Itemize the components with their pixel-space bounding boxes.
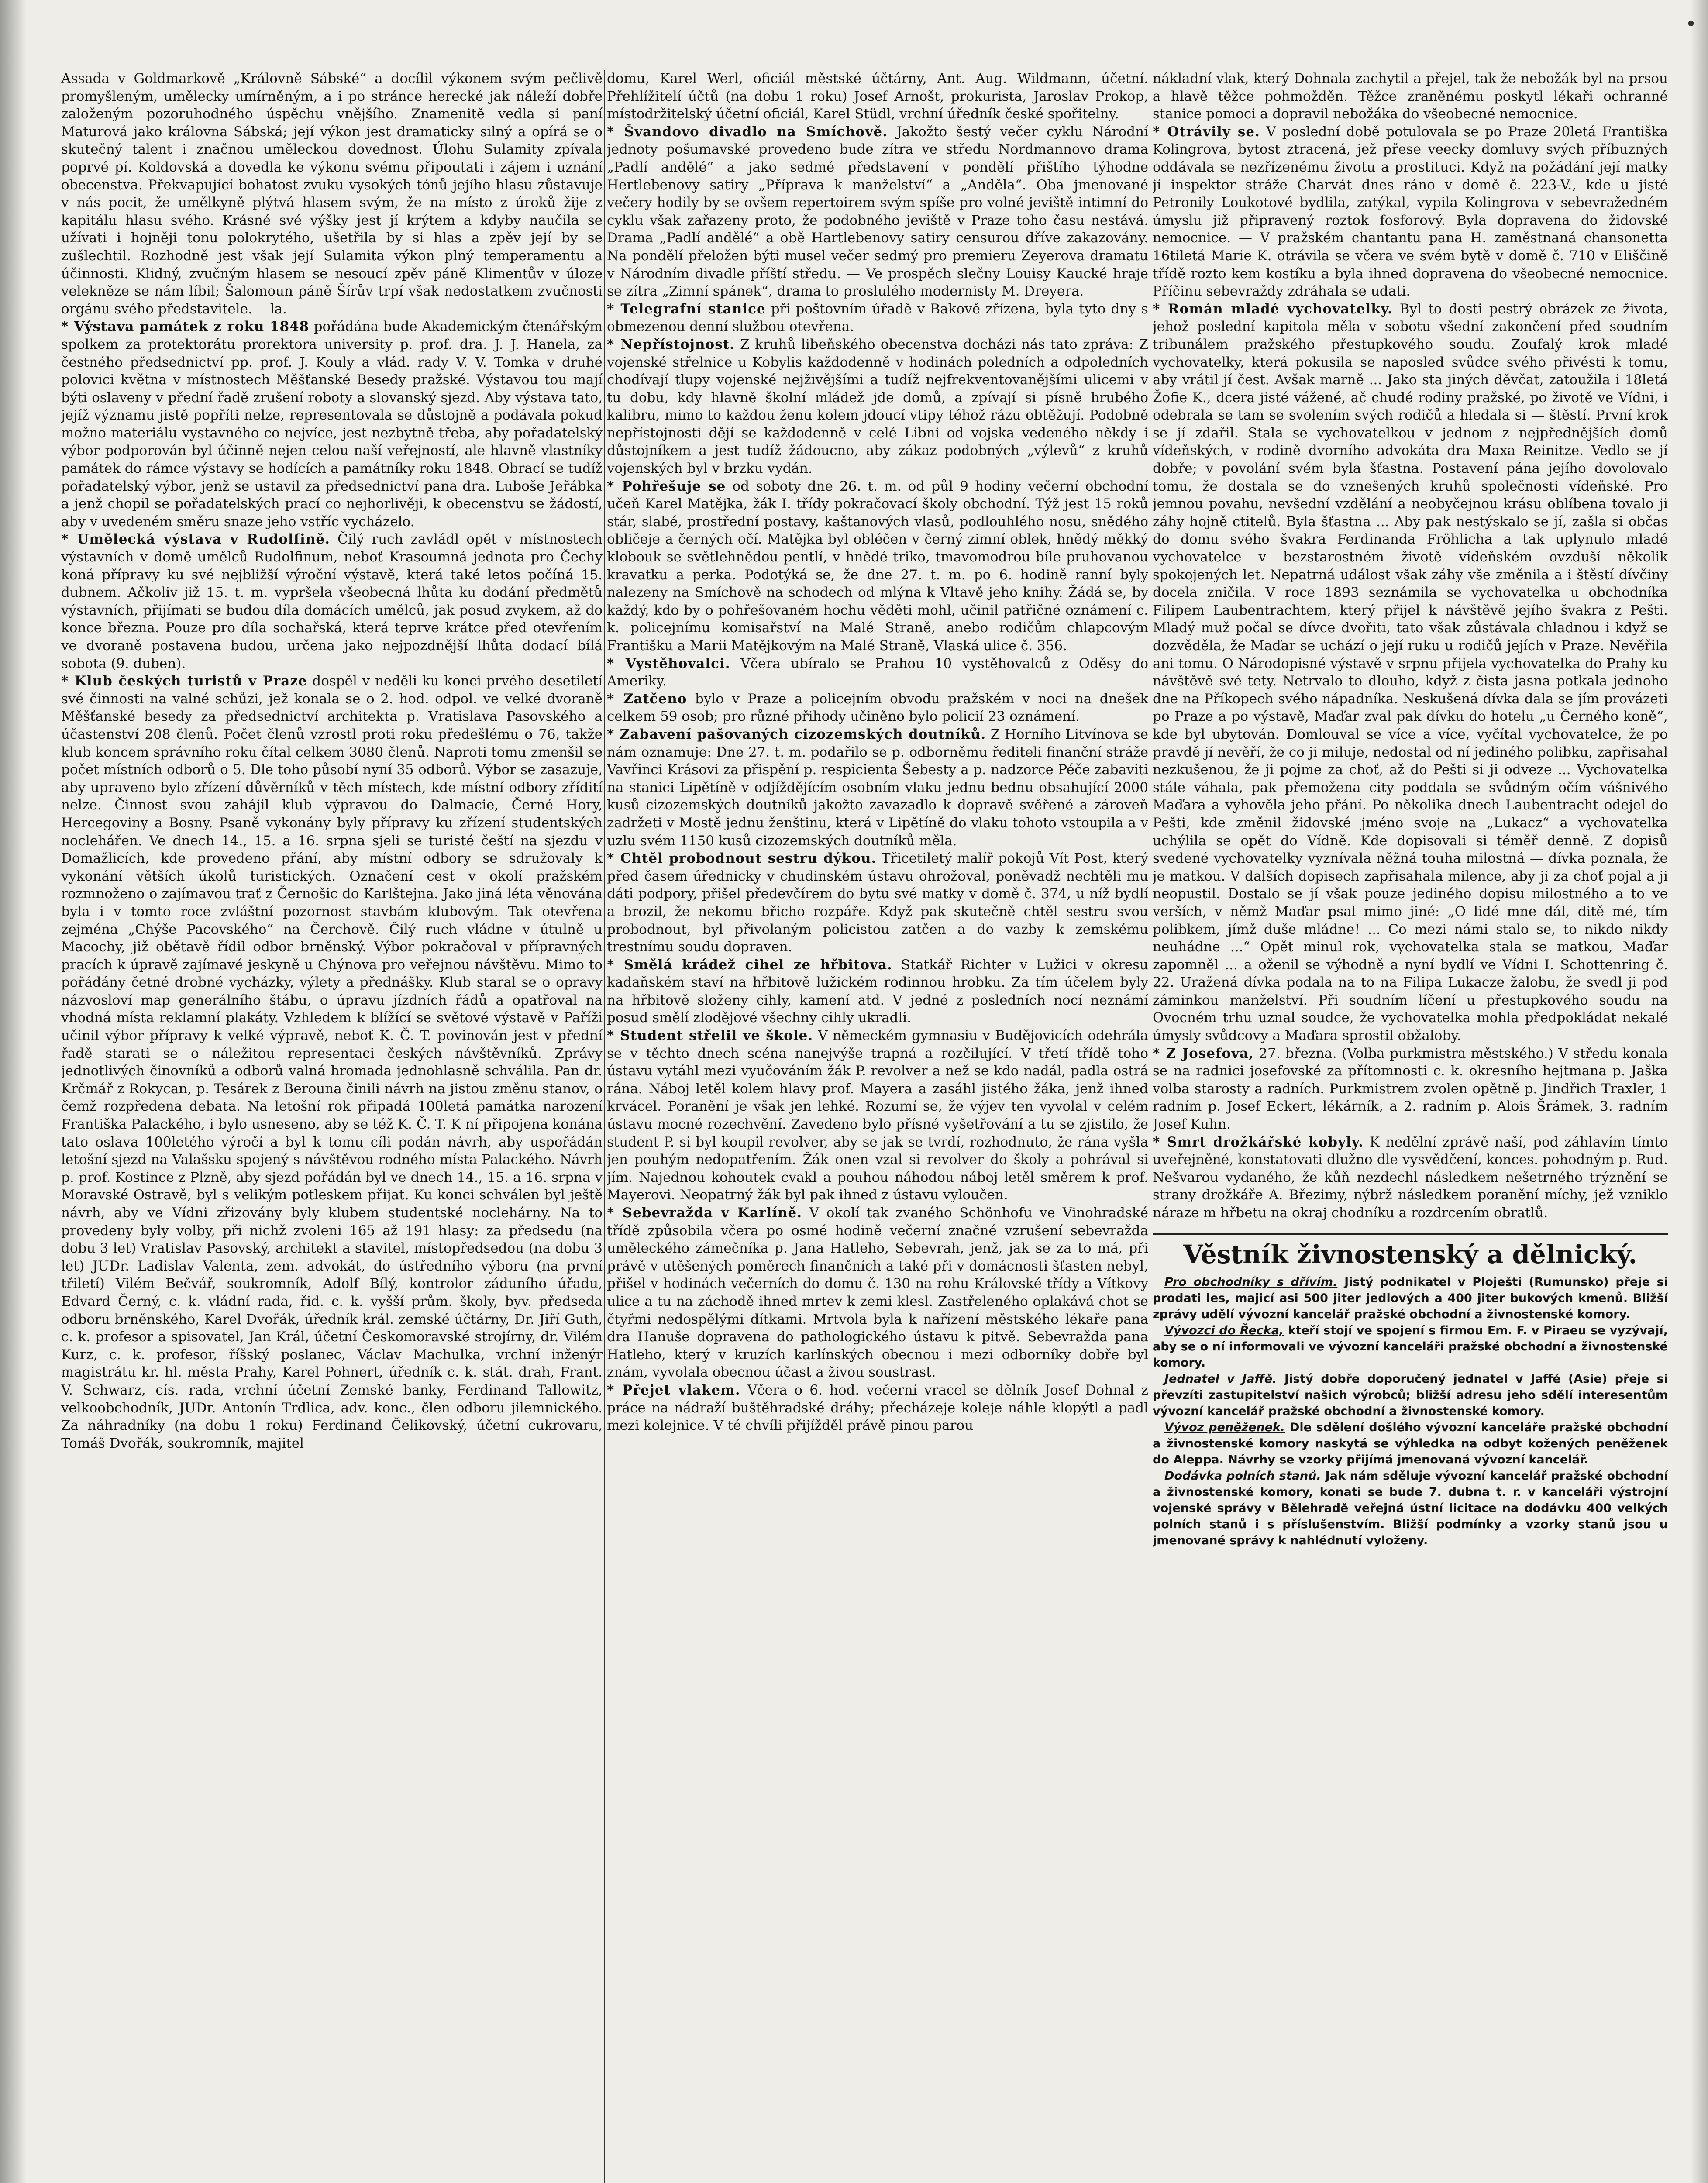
article-headline: * Výstava památek z roku 1848	[61, 319, 310, 335]
article	[607, 690, 1148, 726]
article-headline: * Přejet vlakem.	[607, 1382, 740, 1398]
article	[607, 70, 1148, 123]
article-headline: * Umělecká výstava v Rudolfině.	[61, 531, 330, 547]
article	[607, 1381, 1148, 1435]
article	[607, 850, 1148, 956]
article-headline: * Vystěhovalci.	[607, 655, 730, 671]
notice-text: Jistý dobře doporučený jednatel v Jaffé (Asie) přeje si převzíti zastupitelství našich výrobců; bližší adresu jeho sdělí interesentům vývozní kancelář pražské obchodní a živnostenské komory.	[1153, 1372, 1668, 1418]
article-headline: * Telegrafní stanice	[607, 301, 766, 317]
article-text: Jakožto šestý večer cyklu Národní jednoty pošumavské provedeno bude zítra ve středu Nordmannovo drama „Padlí andělé“ a jako sedmé představení v pondělí přištího týhodne Hertlebenovy satiry „Příprava k manželství“ a „Anděla“. Oba jmenované večery hodily by se ovšem repertoirem svým spíše pro volné jeviště intimní do cyklu však zařazeny proto, že podobného jeviště v Praze toho času nestává. Drama „Padlí andělé“ a obě Hartlebenovy satiry censurou dříve zakazovány. Na pondělí přeložen býti musel večer sedmý pro premieru Zeyerova dramatu v Národním divadle příští středu. — Ve prospěch slečny Louisy Kaucké hraje se zítra „Zimní spánek“, drama to proslulého modernisty M. Dreyera.	[607, 124, 1148, 300]
notice-text: Jak nám sděluje vývozní kancelář pražské obchodní a živnostenské komory, konati se bude 7. dubna t. r. v kanceláři výstrojní vojenské správy v Bělehradě veřejná ústní licitace na dodávku 400 velkých polních stanů i s příslušenstvím. Bližší podmínky a vzorky stanů jsou u jmenované správy k nahlédnutí vyloženy.	[1153, 1469, 1668, 1547]
column-3-articles	[1153, 70, 1668, 1222]
article-text: Třicetiletý malíř pokojů Vít Post, který před časem úřednicky v chudinském ústavu ohrožoval, poněvadž nechtěli mu dáti podpory, přišel předevčírem do bytu své matky v domě č. 374, u níž bydlí a brozil, že nekomu břicho rozpáře. Když pak skutečně chtěl sestru svou probodnout, byl přivolaným policistou zatčen a do vazby k zemskému trestnímu soudu dopraven.	[607, 850, 1148, 955]
article	[61, 318, 603, 530]
article	[61, 672, 603, 1452]
article-text: při poštovním úřadě v Bakově zřízena, byla tyto dny s obmezenou denní službou otevřena.	[607, 301, 1148, 335]
article-text: V poslední době potulovala se po Praze 20letá Františka Kolingrova, bytost ztracená, jež přese veecky domluvy svých příbuzných oddávala se nezřízenému životu a prostituci. Když na požádání její matky jí inspektor stráže Charvát dnes ráno v domě č. 223-V., kde u jisté Petronily Loukotové bydlila, zatýkal, vypila Kolingrova v sebevražedném úmyslu již připravený roztok fosforový. Byla dopravena do židovské nemocnice. — V pražském chantantu pana H. zaměstnaná chansonetta 16tiletá Marie K. otrávila se včera ve svém bytě v domě č. 710 v Eliščině třídě rozto kem kostíku a byla ihned dopravena do všeobecné nemocnice. Příčinu sebevraždy zdráhala se udati.	[1153, 124, 1668, 300]
notice-text: Jistý podnikatel v Ploješti (Rumunsko) přeje si prodati les, majicí asi 500 jiter jedlových a 400 jiter bukových kmenů. Bližší zprávy udělí vývozní kancelář pražské obchodní a živnostenské komory.	[1153, 1275, 1668, 1321]
article-headline: * Sebevražda v Karlíně.	[607, 1205, 802, 1221]
article	[607, 1204, 1148, 1381]
article	[607, 478, 1148, 655]
trade-notice	[1153, 1371, 1668, 1419]
article-headline: * Zabavení pašovaných cizozemských doutníků.	[607, 726, 986, 742]
page-mark: •	[1685, 13, 1697, 35]
article-text: 27. března. (Volba purkmistra městského.) V středu konala se na radnici josefovské za přítomnosti c. k. okresního hejtmana p. Jaška volba starosty a radních. Purkmistrem zvolen opětně p. Jindřich Traxler, 1 radním p. Josef Eckert, lékárník, a 2. radním p. Alois Šrámek, 3. radním Josef Kuhn.	[1153, 1045, 1668, 1133]
article	[607, 336, 1148, 478]
notice-headline: Jednatel v Jaffě.	[1164, 1372, 1277, 1386]
article-text: Čilý ruch zavládl opět v místnostech výstavních v domě umělců Rudolfinum, neboť Krasoumná jednota pro Čechy koná přípravy ku své nejbližší výroční výstavě, která také letos počíná 15. dubnem. Ačkoliv již 15. t. m. vypršela všeobecná lhůta ku dodání předmětů výstavních, přijímati se budou díla domácích umělců, jak posud zvykem, až do konce března. Pouze pro díla sochařská, která teprve krátce před otevřením ve dvoraně postavena budou, určena jako nejpozdnější lhůta dodací bílá sobota (9. duben).	[61, 531, 603, 671]
article	[1153, 70, 1668, 123]
article-text: Byl to dosti pestrý obrázek ze života, jehož poslední kapitola měla v sobotu všední zakončení před soudním tribunálem pražského přestupkového soudu. Zoufalý krok mladé vychovatelky, která pokusila se naposled svůdce svého přivésti k tomu, aby vrátil jí čest. Avšak marně ... Jako sta jiných děvčat, zatoužila i 18letá Žofie K., dcera jisté vážené, ač chudé rodiny pražské, po životě ve Vídni, i odebrala se tam se svolením svých rodičů a hledala si — štěstí. První krok se jí zdařil. Stala se vychovatelkou v jednom z nejpřednějších domů vídeňských, v rodině dvorního advokáta dra Maxa Reinitze. Vedlo se jí dobře; v povolání svém byla šťastna. Postavení pána jejího dovolovalo tomu, že dostala se do vznešených kruhů společnosti vídeňské. Pro jemnou povahu, nevšední vzdělání a neobyčejnou krásu oblíbena tovalo ji záhy hojně ctitelů. Byla šťastna ... Aby pak nestýskalo se jí, zašla si občas do domu svého švakra Ferdinanda Fröhlicha a tak uplynulo mladé vychovatelce v bezstarostném životě vídeňském ovzduší několik spokojených let. Nepatrná událost však záhy vše změnila a i štěstí dívčiny docela zničila. V roce 1893 seznámila se vychovatelka u obchodníka Filipem Laubentrachtem, který přijel k návštěvě jejího švakra z Pešti. Mladý muž počal se dívce dvořiti, tato však zůstávala chladnou i když se dozvěděla, že Maďar se uchází o její ruku u rodičů jejích v Praze. Nevěřila ani tomu. O Národopisné výstavě v srpnu přijela vychovatelka do Prahy ku návštěvě své tety. Netrvalo to dlouho, když z čista jasna potkala jednoho dne na Příkopech svého nápadníka. Neskušená dívka dala se jím provázeti po Praze a po výstavě, Maďar zval pak dívku do hotelu „u Černého koně“, kde byl ubytován. Domlouval se více a více, vyčítal vychovatelce, že po pravdě jí nevěří, že co ji miluje, nedostal od ní jediného polibku, zapřisahal nezkušenou, že ji pojme za choť, až do Pešti si ji odveze ... Vychovatelka stále váhala, pak přemožena city poddala se svůdným očím vášnivého Maďara a vyhověla jeho přání. Po několika dnech Laubentracht odejel do Pešti, kde změnil židovské jméno svoje na „Lukacz“ a vychovatelka uchýlila se opět do Vídně. Kde dopisovali si téměř denně. Z dopisů svedené vychovatelky vyznívala něžná touha milostná — dívka poznala, že je matkou. V dalších dopisech zapřisahala milence, aby ji za choť pojal a ji neopustil. Dostalo se jí však pouze jediného dopisu milostného a to ve verších, v němž Maďar psal mimo jiné: „O lidé mne dál, ditě mé, tím polibkem, jímž duše mládne! ... Co mezi námi stalo se, to nikdo nikdy neuhádne ...“ Opět minul rok, vychovatelka stala se matkou, Maďar zapomněl ... a oženil se výhodně a nyní bydlí ve Vídni I. Schottenring č. 22. Uražená dívka podala na to na Filipa Lukacze žalobu, že svedl ji pod záminkou manželství. Při soudním líčení u přestupkového soudu na Ovocném trhu uznal soudce, že vychovatelka mohla předpokládat nekalé úmysly svůdcovy a Maďara sprostil obžaloby.	[1153, 301, 1668, 1044]
notice-headline: Vývoz peněženek.	[1164, 1420, 1285, 1434]
article-headline: * Smrt drožkářské kobyly.	[1153, 1134, 1364, 1150]
article-headline: * Nepřístojnost.	[607, 336, 735, 352]
article-text: dospěl v neděli ku konci prvého desetiletí své činnosti na valné schůzi, jež konala se o 2. hod. odpol. ve velké dvoraně Měšťanské besedy za předsednictví architekta p. Vratislava Pasovského a účastenství 208 členů. Počet členů vzrostl proti roku předešlému o 76, takže klub koncem správního roku čítal celkem 3080 členů. Naproti tomu zmenšil se počet místních odborů o 5. Dle toho působí nyní 35 odborů. Výbor se zasazuje, aby upraveno bylo zřízení důvěrníků v těch místech, kde místní odbory zřídití nelze. Činnost svou zahájil klub výpravou do Dalmacie, Černé Hory, Hercegoviny a Bosny. Psaně vykonány byly přípravy ku zřízení studentských noclehářen. Ve dnech 14., 15. a 16. srpna sjeli se turisté čeští na sjezdu v Domažlicích, kde provedeno přání, aby místní odbory se sdružovaly k vykonání větších úkolů turistických. Označení cest v okolí pražském rozmnoženo o zajímavou trať z Černošic do Karlštejna. Jako jiná léta věnována byla i v tomto roce zvláštní pozornost stavbám klubovým. Tak otevřena zejména „Chýše Pacovského“ na Čerchově. Čilý ruch vládne v útulně u Macochy, již obětavě řídil odbor brněnský. Výbor pokračoval v přípravných pracích k úpravě zajímavé jeskyně u Chýnova pro veřejnou návštěvu. Mimo to pořádány četné drobné vycházky, výlety a přednášky. Klub staral se o opravy názvosloví map generálního štábu, o úpravu jízdních řádů a opatřoval na vhodná místa reklamní plakáty. Vzhledem k blížící se světové výstavě v Paříži učinil výbor přípravy k velké výpravě, neboť K. Č. T. povinován jest v přední řadě starati se o náležitou representaci českých návštěvníků. Zprávy jednotlivých činovníků a odborů valná hromada jednohlasně schválila. Pan dr. Krčmář z Rokycan, p. Tesárek z Berouna činili návrh na jistou změnu stanov, o čemž rozpředena debata. Na letošní rok připadá 100letá památka narození Františka Palackého, i bylo usneseno, aby se též K. Č. T. K ní připojena konána tato oslava 100letého výročí a byl k tomu cíli podán návrh, aby uspořádán letošní sjezd na Valašsku spojený s návštěvou rodného místa Palackého. Návrh p. prof. Kostince z Plzně, aby sjezd pořádán byl ve dnech 14., 15. a 16. srpna v Moravské Ostravě, byl s velikým potleskem přijat. Ku konci schválen byl ještě návrh, aby ve Vídni zřizovány byly klubem studentské noclehárny. Na to provedeny byly volby, při nichž zvoleni 165 až 191 hlasy: za předsedu (na dobu 3 let) Vratislav Pasovský, architekt a stavitel, místopředsedou (na dobu 3 let) JUDr. Ladislav Valenta, zem. advokát, do ústředního výboru (na první třiletí) Vilém Bečvář, soukromník, Adolf Bílý, kontrolor záduního úřadu, Edvard Černý, c. k. vládní rada, řid. c. k. vyšší prům. školy, byv. předseda odboru brněnského, Karel Dvořák, úředník král. zemské účtárny, Dr. Jiří Guth, c. k. profesor a spisovatel, Jan Král, účetní Českomoravské strojírny, dr. Vilém Kurz, c. k. profesor, říšský poslanec, Václav Machulka, vrchní inženýr magistrátu kr. hl. města Prahy, Karel Pohnert, úředník c. k. stát. drah, Frant. V. Schwarz, cís. rada, vrchní účetní Zemské banky, Ferdinand Tallowitz, velkoobchodník, JUDr. Antonín Trdlica, adv. konc., člen odboru jilemnického. Za náhradníky (na dobu 1 roku) Ferdinand Čelikovský, účetní cukrovaru, Tomáš Dvořák, soukromník, majitel	[61, 673, 603, 1451]
article	[607, 726, 1148, 850]
notices	[1153, 1274, 1668, 1549]
article-headline: * Z Josefova,	[1153, 1045, 1254, 1061]
article-headline: * Zatčeno	[607, 691, 687, 707]
article-headline: * Otrávily se.	[1153, 124, 1260, 140]
notice-headline: Vývozci do Řecka,	[1164, 1323, 1284, 1337]
article-text: od soboty dne 26. t. m. od půl 9 hodiny večerní obchodní učeň Karel Matějka, žák I. třídy pokračovací školy obchodní. Týž jest 15 roků stár, slabé, prostřední postavy, kaštanových vlasů, podlouhlého nosu, snědého obličeje a černých očí. Matějka byl obléčen v černý zimní oblek, hnědý měkký klobouk se světlehnědou pentlí, v hnědé triko, tmavomodrou bíle pruhovanou kravatku a perka. Podotýká se, že dne 27. t. m. po 6. hodině ranní byly nalezeny na Smíchově na schodech od mlýna k Vltavě jeho knihy. Žádá se, by každý, kdo by o pohřešovaném hochu věděti mohl, učinil patřičné oznámení c. k. policejnímu komisařství na Malé Straně, anebo rodičům chlapcovým Františku a Marii Matějkovým na Malé Straně, Vlaská ulice č. 356.	[607, 478, 1148, 654]
article-text: bylo v Praze a policejním obvodu pražském v noci na dnešek celkem 59 osob; pro různé přihody učiněno bylo policií 23 oznámení.	[607, 691, 1148, 725]
article	[1153, 1045, 1668, 1133]
article-text: V okolí tak zvaného Schönhofu ve Vinohradské třídě způsobila včera po osmé hodině večerní značné vzrušení sebevražda uměleckého zámečníka p. Jana Hatleho, Sebevrah, jenž, jak se za to má, při právě v utěšených poměrech finančních a také při v domácnosti šťasten nebyl, přišel v hodinách večerních do domu č. 130 na rohu Královské třídy a Vítkovy ulice a tu na záchodě ihned mrtev k zemi klesl. Zastřeleného oplakává chot se čtyřmi nedospělými dítkami. Mrtvola byla k nařízení městského lékaře pana dra Hanuše dopravena do pathologického ústavu k pitvě. Sebevražda pana Hatleho, který v kruzích karlínských obecnou i mezi odborníky dobře byl znám, vyvolala obecnou účast a živou soustrast.	[607, 1205, 1148, 1381]
article-headline: * Student střelil ve škole.	[607, 1028, 813, 1044]
article-text: pořádána bude Akademickým čtenářským spolkem za protektorátu prorektora university p. prof. dra. J. J. Hanela, za čestného předsednictví pp. prof. J. Kouly a vlád. rady V. V. Tomka v druhé polovici května v místnostech Měšťanské Besedy pražské. Výstavou tou mají býti oslaveny v přední řadě zrušení roboty a slovanský sjezd. Aby výstava tato, jejíž významu jistě popříti nelze, representovala se důstojně a podávala pokud možno materiálu vystavného co nejvíce, jest nezbytně třeba, aby pořadatelský výbor podporován byl účinně nejen celou naší veřejností, ale hlavně vlastníky památek do rámce výstavy se hodících a památníky roku 1848. Obrací se tudíž pořadatelský výbor, jenž se ustavil za předsednictví pana dra. Luboše Jeřábka a jenž chopil se pořadatelských prací co nejhorlivěji, k obecenstvu se žádostí, aby v uvedeném směru snaze jeho vstříc vycházelo.	[61, 319, 603, 530]
article-headline: * Román mladé vychovatelky.	[1153, 301, 1393, 317]
article-text: nákladní vlak, který Dohnala zachytil a přejel, tak že nebožák byl na prsou a hlavě těžce pohmožděn. Těžce zraněnému poskytl lékaři ochranné stanice pomoci a dopravil nebožáka do všeobecné nemocnice.	[1153, 71, 1668, 122]
section-title: Věstník živnostenský a dělnický.	[1153, 1233, 1668, 1270]
article	[1153, 1133, 1668, 1222]
scan-shadow-left	[0, 0, 26, 2183]
article	[607, 123, 1148, 300]
article-text: V německém gymnasiu v Budějovicích odehrála se v těchto dnech scéna nanejvýše trapná a rozčilující. V třetí třídě toho ústavu vytáhl mezi vyučováním žák P. revolver a než se kdo nadál, padla ostrá rána. Náboj letěl kolem hlavy prof. Mayera a zasáhl jistého žáka, jenž ihned krvácel. Poranění je však jen lehké. Rozumí se, že výjev ten vyvolal v celém ústavu mocné rozechvění. Zavedeno bylo přísné vyšetřování a tu se zjistilo, že student P. si byl koupil revolver, aby se jak se tvrdí, rozhodnuto, že rána vyšla jen pouhým nedopatřením. Žák onen vzal si revolver do školy a pohrával si jím. Najednou kohoutek cvakl a pouhou náhodou náboj letěl směrem k prof. Mayerovi. Neopatrný žák byl pak ihned z ústavu vyloučen.	[607, 1028, 1148, 1203]
trade-notice	[1153, 1468, 1668, 1549]
column-rule	[604, 70, 605, 2183]
column-1	[61, 70, 603, 2183]
article-text: Včera o 6. hod. večerní vracel se dělník Josef Dohnal z práce na nádraží buštěhradské dráhy; přecházeje koleje náhle klopýtl a padl mezi kolejnice. V té chvíli přijížděl právě pinou parou	[607, 1382, 1148, 1434]
article-headline: * Pohřešuje se	[607, 478, 726, 494]
notice-headline: Pro obchodníky s dřívím.	[1164, 1275, 1338, 1289]
article	[1153, 123, 1668, 300]
article-text: Statkář Richter v Lužici v okresu kadaňském staví na hřbitově lužickém rodinnou hrobku. Za tím účelem byly na hřbitově složeny cihly, kamení atd. V jedné z posledních nocí neznámí posud smělí zlodějové všechny cihly ukradli.	[607, 957, 1148, 1026]
article	[607, 655, 1148, 690]
article	[607, 956, 1148, 1027]
article	[1153, 300, 1668, 1045]
article	[607, 1027, 1148, 1204]
article-headline: * Chtěl probodnout sestru dýkou.	[607, 850, 877, 867]
article-headline: * Smělá krádež cihel ze hřbitova.	[607, 957, 892, 973]
article-headline: * Klub českých turistů v Praze	[61, 673, 307, 689]
article-text: K nedělní zprávě naší, pod záhlavím tímto uveřejněné, konstatovati dlužno dle vysvědčení, konces. pohodným p. Rud. Nešvarou vydaného, že kůň nezdechl následkem nešetrného trýznění se strany drožkáře A. Březimy, nýbrž následkem poranění míchy, jež vzniklo náraze m hřbetu na okraj chodníku a rozdrcením obratlů.	[1153, 1134, 1668, 1221]
trade-notice	[1153, 1419, 1668, 1468]
article	[61, 530, 603, 672]
trade-notice	[1153, 1274, 1668, 1322]
column-2	[607, 70, 1148, 2183]
notice-text: Dle sdělení došlého vývozní kanceláře pražské obchodní a živnostenské komory naskytá se výhledka na odbyt kožených peněženek do Aleppa. Návrhy se vzorky přijímá jmenovaná vývozní kancelář.	[1153, 1420, 1668, 1467]
article-text: Včera ubíralo se Prahou 10 vystěhovalců z Oděsy do Ameriky.	[607, 655, 1148, 689]
column-3	[1153, 70, 1668, 2183]
article-text: Assada v Goldmarkově „Královně Sábské“ a docílil výkonem svým pečlivě promyšleným, umělecky umírněným, a i po stránce herecké jak náleží dobře založeným pozoruhodného úspěchu vnějšího. Znamenitě vedla si paní Maturová jako královna Sábská; její výkon jest dramaticky silný a opírá se o skutečný talent i značnou uměleckou dovednost. Úlohu Sulamity zpívala poprvé pí. Koldovská a dovedla ke výkonu svému připoutati i zájem i uznání obecenstva. Překvapující bohatost zvuku vysokých tónů jejího hlasu zůstavuje v nás pocit, že umělkyně plýtvá hlasem svým, že na místo z úroků žije z kapitálu hlasu svého. Krásné své výšky jest jí krýtem a kdyby naučila se užívati i hojněji tonu polokrytého, ušetřila by si hlas a zpěv její by se zušlechtil. Rozhodně jest však její Sulamita výkon plný temperamentu a účinnosti. Klidný, zvučným hlasem se nesoucí zpěv páně Klimentův v úloze velekněze se nám líbil; Šalomoun páně Šírův trpí však nedostatkem zvučnosti orgánu svého představitele. —la.	[61, 71, 603, 317]
article	[607, 300, 1148, 336]
article-text: Z kruhů libeňského obecenstva docházi nás tato zpráva: Z vojenské střelnice u Kobylis každodenně v hodinách poledních a odpoledních chodívají tlupy vojenské nejživějšími a tudíž nejfrekventovanějšími ulicemi v tu dobu, kdy hlavně školní mládež jde domů, a zpívají si písně hrubého kalibru, mimo to každou ženu kolem jdoucí vtipy téhož rázu obtěžují. Podobně nepřístojnosti dějí se každodenně v celé Libni od vojska vedeného někdy i důstojníkem a jest tudíž žádoucno, aby zákaz podobných „výlevů“ z kruhů vojenských byl v brzku vydán.	[607, 336, 1148, 477]
article	[61, 70, 603, 318]
trade-notice	[1153, 1322, 1668, 1371]
notice-headline: Dodávka polních stanů.	[1164, 1469, 1321, 1483]
scan-shadow-right	[1691, 0, 1708, 2183]
article-headline: * Švandovo divadlo na Smíchově.	[607, 124, 888, 140]
article-text: domu, Karel Werl, oficiál městské účtárny, Ant. Aug. Wildmann, účetní. Přehlížitelí účtů (na dobu 1 roku) Josef Arnošt, prokurista, Jaroslav Prokop, místodržitelský účetní oficiál, Karel Stüdl, vrchní úředník české spořitelny.	[607, 71, 1148, 122]
article-text: Z Horního Litvínova se nám oznamuje: Dne 27. t. m. podařilo se p. odborněmu řediteli finanční stráže Vavřinci Krásovi za přispění p. respicienta Šebesty a p. nadzorce Péče zabaviti na stanici Lipětíně v odjíždějícím osobním vlaku jednu bednu obsahující 2000 kusů cizozemských doutníků jakožto zavazadlo k dopravě svěřené a zároveň zadržeti v Mostě jednu ženštinu, která v Lipětíně do vlaku tohoto vstoupila a v uzlu svém 1150 kusů cizozemských doutníků měla.	[607, 726, 1148, 849]
notice-text: kteří stojí ve spojení s firmou Em. F. v Piraeu se vyzývají, aby se o ní informovali ve vývozní kanceláři pražské obchodní a živnostenské komory.	[1153, 1323, 1668, 1370]
